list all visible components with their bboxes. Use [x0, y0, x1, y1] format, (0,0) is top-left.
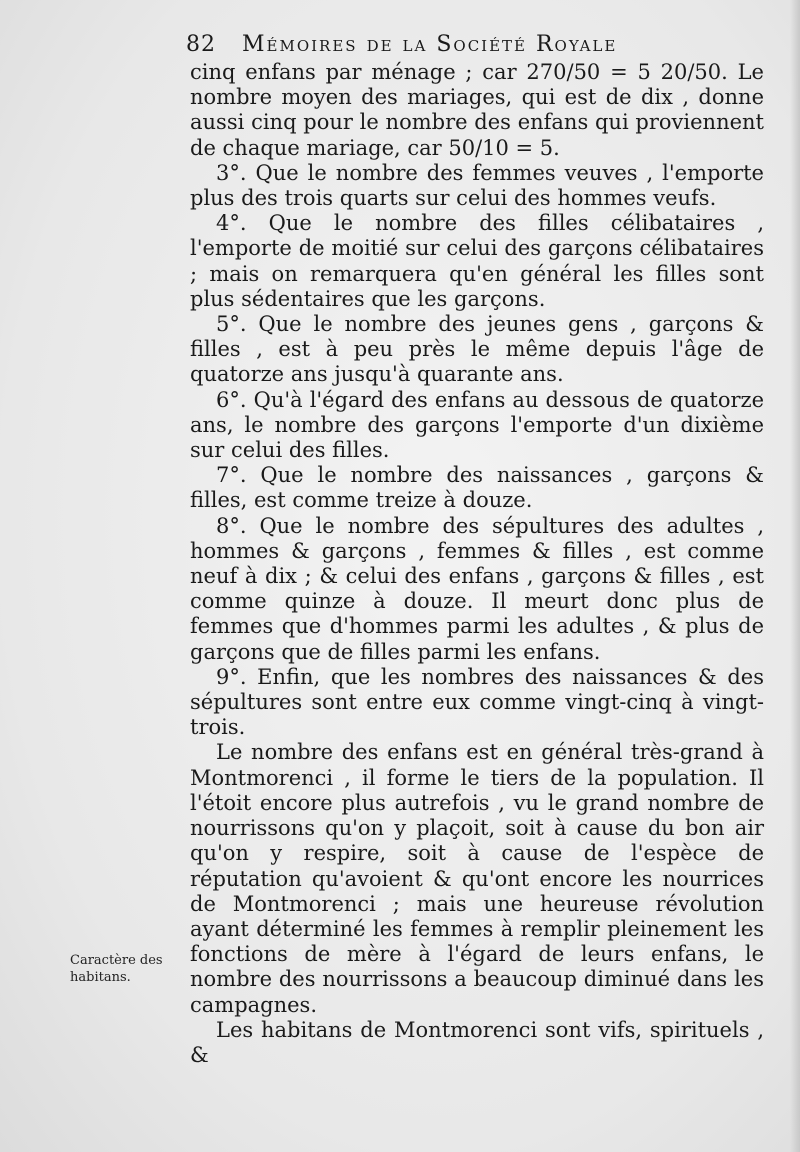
paragraph-point-6: 6°. Qu'à l'égard des enfans au dessous de quatorze ans, le nombre des garçons l'emporte d'un dixième sur celui des filles. — [190, 387, 764, 463]
page-edge-shadow — [790, 0, 800, 1152]
paragraph-children: Le nombre des enfans est en général très-grand à Montmorenci , il forme le tiers de la population. Il l'étoit encore plus autrefois , vu le grand nombre de nourrissons qu'on y plaçoit, soit à cause du bon air qu'on y respire, soit à cause de l'espèce de réputation qu'avoient & qu'ont encore les nourrices de Montmorenci ; mais une heureuse révolution ayant déterminé les femmes à remplir pleinement les fonctions de mère à l'égard de leurs enfans, le nombre des nourrissons a beaucoup diminué dans les campagnes. — [190, 740, 764, 1017]
paragraph-point-8: 8°. Que le nombre des sépultures des adultes , hommes & garçons , femmes & filles , est comme neuf à dix ; & celui des enfans , garçons & filles , est comme quinze à douze. Il meurt donc plus de femmes que d'hommes parmi les adultes , & plus de garçons que de filles parmi les enfans. — [190, 513, 764, 664]
paragraph-inhabitants: Les habitans de Montmorenci sont vifs, spirituels , & — [190, 1017, 764, 1067]
paragraph-point-9: 9°. Enfin, que les nombres des naissances & des sépultures sont entre eux comme vingt-cinq à vingt-trois. — [190, 664, 764, 740]
paragraph-point-3: 3°. Que le nombre des femmes veuves , l'emporte plus des trois quarts sur celui des hommes veufs. — [190, 160, 764, 211]
paragraph-continuation: cinq enfans par ménage ; car 270/50 = 5 20/50. Le nombre moyen des mariages, qui est de dix , donne aussi cinq pour le nombre des enfans qui proviennent de chaque mariage, car 50/10 = 5. — [190, 60, 764, 160]
page-header — [186, 32, 726, 57]
paragraph-point-5: 5°. Que le nombre des jeunes gens , garçons & filles , est à peu près le même depuis l'âge de quatorze ans jusqu'à quarante ans. — [190, 312, 764, 387]
paragraph-point-7: 7°. Que le nombre des naissances , garçons & filles, est comme treize à douze. — [190, 463, 764, 513]
body-text — [190, 60, 764, 1068]
margin-note: Caractère des habitans. — [70, 953, 163, 985]
paragraph-point-4: 4°. Que le nombre des filles célibataires , l'emporte de moitié sur celui des garçons célibataires ; mais on remarquera qu'en général les filles sont plus sédentaires que les garçons. — [190, 211, 764, 311]
running-title: Mémoires de la Société Royale — [242, 32, 618, 57]
page-number: 82 — [186, 32, 216, 57]
